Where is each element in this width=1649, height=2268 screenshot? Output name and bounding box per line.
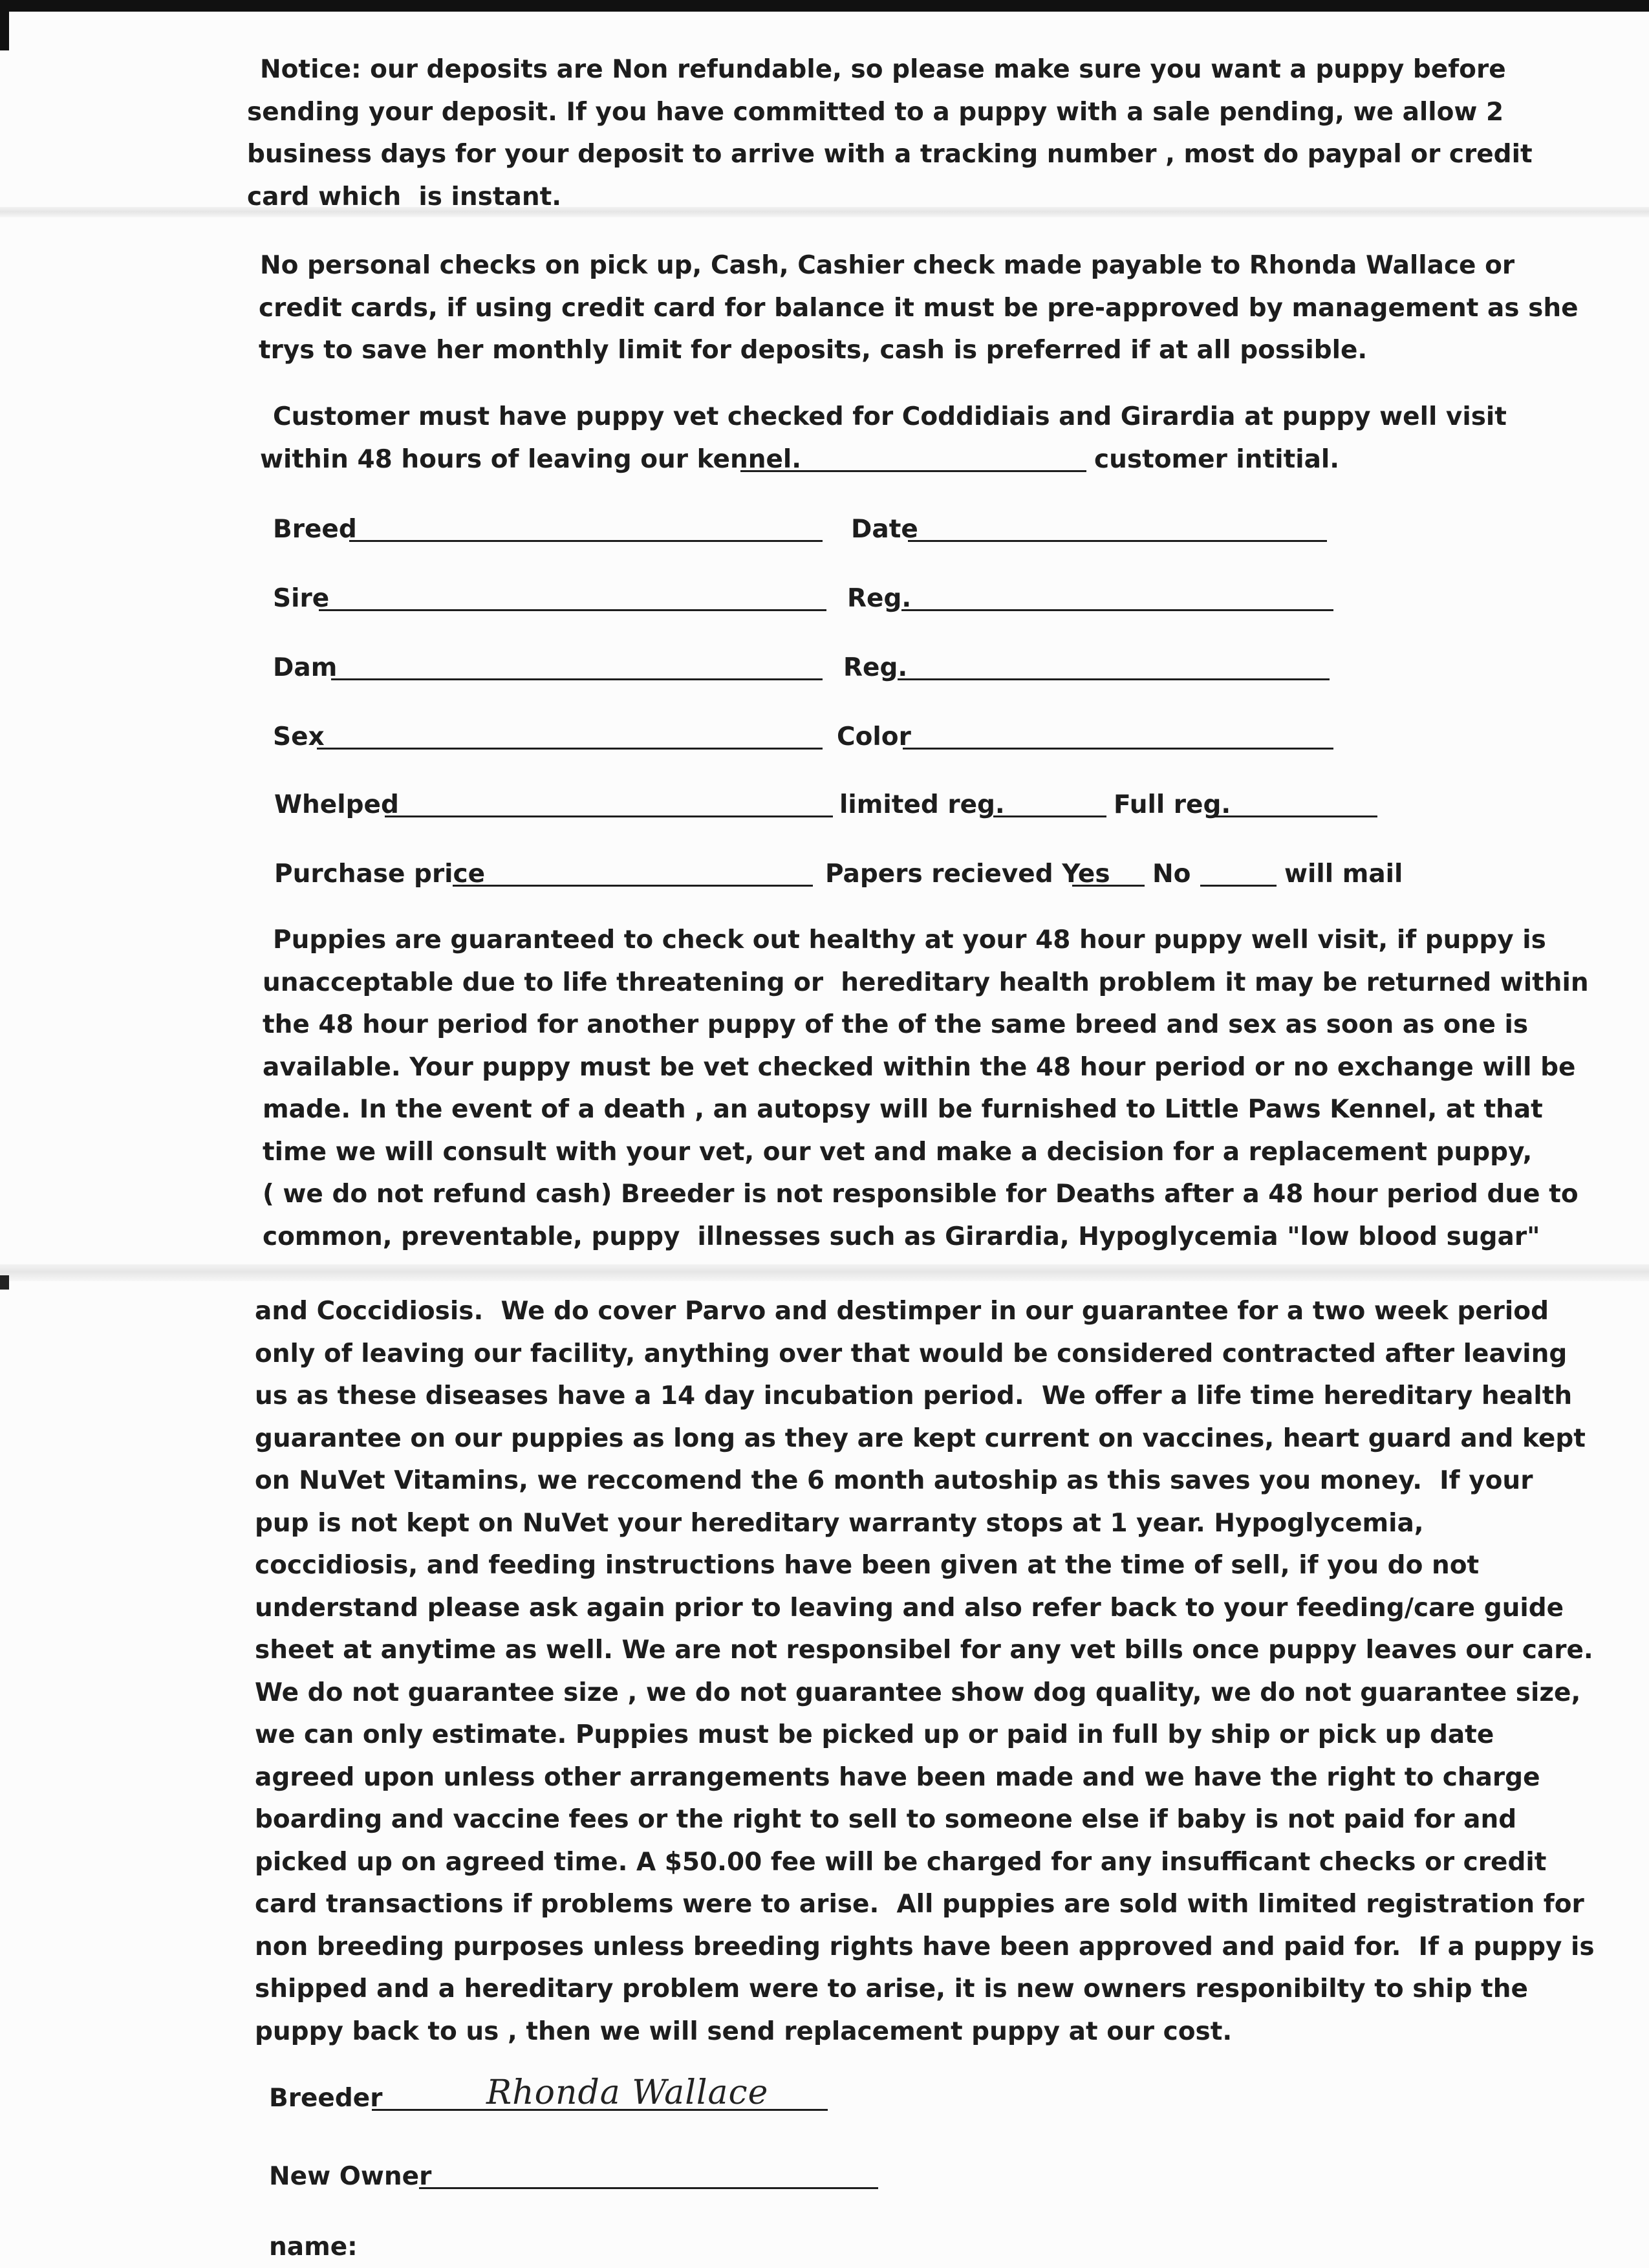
guarantee-line: picked up on agreed time. A $50.00 fee will be charged for any insufficant checks or credit [255, 1847, 1547, 1877]
guarantee-line: the 48 hour period for another puppy of the of the same breed and sex as soon as one is [263, 1010, 1529, 1039]
payment-paragraph [260, 244, 1579, 372]
new-owner-label: New Owner [269, 2162, 432, 2191]
notice-line: Notice: our deposits are Non refundable, so please make sure you want a puppy before [260, 55, 1506, 84]
guarantee-line: we can only estimate. Puppies must be picked up or paid in full by ship or pick up date [255, 1720, 1494, 1749]
guarantee-line: made. In the event of a death , an autopsy will be furnished to Little Paws Kennel, at that [263, 1095, 1543, 1124]
guarantee-line: unacceptable due to life threatening or hereditary health problem it may be returned within [263, 967, 1589, 997]
breeder-label: Breeder [269, 2084, 383, 2113]
payment-line: credit cards, if using credit card for balance it must be pre-approved by management as she [259, 293, 1579, 323]
breeder-signature: Rhonda Wallace [486, 2073, 769, 2112]
papers-yes-label: Papers recieved Yes [825, 859, 1110, 889]
sex-label: Sex [273, 722, 325, 751]
guarantee-line: coccidiosis, and feeding instructions have been given at the time of sell, if you do not [255, 1551, 1480, 1580]
dam-reg-label: Reg. [843, 653, 908, 682]
guarantee-line: non breeding purposes unless breeding rights have been approved and paid for. If a puppy is [255, 1932, 1595, 1961]
vet-check-line: Customer must have puppy vet checked for Coddidiais and Girardia at puppy well visit [273, 402, 1507, 431]
color-label: Color [837, 722, 911, 751]
vet-check-line-2: within 48 hours of leaving our kennel. [260, 445, 802, 474]
guarantee-line: agreed upon unless other arrangements have been made and we have the right to charge [255, 1762, 1540, 1792]
guarantee-line: puppy back to us , then we will send replacement puppy at our cost. [255, 2016, 1233, 2046]
notice-line: business days for your deposit to arrive with a tracking number , most do paypal or credit [247, 140, 1533, 169]
notice-line: card which is instant. [247, 182, 562, 211]
guarantee-line: We do not guarantee size , we do not guarantee show dog quality, we do not guarantee size, [255, 1678, 1581, 1707]
guarantee-line: and Coccidiosis. We do cover Parvo and destimper in our guarantee for a two week period [255, 1297, 1549, 1326]
customer-initial-label: customer intitial. [1094, 445, 1340, 474]
name-label: name: [269, 2232, 358, 2262]
guarantee-line: ( we do not refund cash) Breeder is not responsible for Deaths after a 48 hour period due to [263, 1180, 1579, 1209]
sire-reg-label: Reg. [847, 584, 912, 613]
new-owner-signature-field[interactable] [419, 2187, 878, 2189]
sire-label: Sire [273, 584, 330, 613]
guarantee-line: time we will consult with your vet, our vet and make a decision for a replacement puppy, [263, 1137, 1533, 1167]
guarantee-line: boarding and vaccine fees or the right to sell to someone else if baby is not paid for and [255, 1805, 1517, 1834]
guarantee-line: us as these diseases have a 14 day incubation period. We offer a life time hereditary health [255, 1381, 1573, 1410]
papers-no-label: No [1152, 859, 1191, 889]
guarantee-line: only of leaving our facility, anything over that would be considered contracted after leaving [255, 1339, 1568, 1368]
guarantee-line: available. Your puppy must be vet checked within the 48 hour period or no exchange will be [263, 1052, 1576, 1082]
guarantee-line: understand please ask again prior to leaving and also refer back to your feeding/care guide [255, 1593, 1564, 1623]
color-field[interactable] [903, 748, 1333, 750]
breed-field[interactable] [349, 540, 823, 542]
guarantee-continued-paragraph [255, 1290, 1595, 2053]
papers-yes-field[interactable] [1072, 885, 1145, 887]
full-reg-label: Full reg. [1114, 790, 1231, 819]
whelped-label: Whelped [274, 790, 399, 819]
will-mail-label: will mail [1284, 859, 1403, 889]
guarantee-line: Puppies are guaranteed to check out healthy at your 48 hour puppy well visit, if puppy is [273, 925, 1546, 955]
vet-check-paragraph [273, 396, 1507, 438]
guarantee-line: common, preventable, puppy illnesses such as Girardia, Hypoglycemia "low blood sugar" [263, 1222, 1540, 1251]
payment-line: trys to save her monthly limit for deposits, cash is preferred if at all possible. [259, 336, 1368, 365]
guarantee-line: on NuVet Vitamins, we reccomend the 6 month autoship as this saves you money. If your [255, 1466, 1533, 1495]
customer-initial-line[interactable] [740, 470, 1086, 472]
dam-reg-field[interactable] [898, 678, 1330, 680]
guarantee-line: sheet at anytime as well. We are not responsibel for any vet bills once puppy leaves our care. [255, 1636, 1593, 1665]
date-label: Date [851, 515, 918, 544]
scan-edge-mark [0, 1275, 9, 1290]
dam-field[interactable] [331, 678, 823, 680]
date-field[interactable] [908, 540, 1327, 542]
purchase-price-field[interactable] [453, 885, 813, 887]
papers-no-field[interactable] [1200, 885, 1277, 887]
guarantee-line: card transactions if problems were to arise. All puppies are sold with limited registration for [255, 1890, 1584, 1919]
dam-label: Dam [273, 653, 338, 682]
notice-paragraph [247, 49, 1533, 218]
limited-reg-field[interactable] [993, 815, 1106, 817]
sire-field[interactable] [319, 609, 826, 611]
notice-line: sending your deposit. If you have committed to a puppy with a sale pending, we allow 2 [247, 97, 1504, 127]
guarantee-paragraph [263, 919, 1589, 1258]
limited-reg-label: limited reg. [839, 790, 1005, 819]
whelped-field[interactable] [385, 815, 833, 817]
guarantee-line: shipped and a hereditary problem were to arise, it is new owners responibilty to ship the [255, 1974, 1528, 2003]
breed-label: Breed [273, 515, 357, 544]
purchase-price-label: Purchase price [274, 859, 486, 889]
full-reg-field[interactable] [1214, 815, 1377, 817]
guarantee-line: pup is not kept on NuVet your hereditary warranty stops at 1 year. Hypoglycemia, [255, 1508, 1424, 1538]
sex-field[interactable] [317, 748, 823, 750]
payment-line: No personal checks on pick up, Cash, Cashier check made payable to Rhonda Wallace or [260, 251, 1515, 280]
page-seam [0, 1264, 1649, 1281]
guarantee-line: guarantee on our puppies as long as they are kept current on vaccines, heart guard and kept [255, 1423, 1586, 1453]
sire-reg-field[interactable] [901, 609, 1333, 611]
scan-edge-top [0, 0, 1649, 12]
scan-edge-left [0, 12, 9, 50]
